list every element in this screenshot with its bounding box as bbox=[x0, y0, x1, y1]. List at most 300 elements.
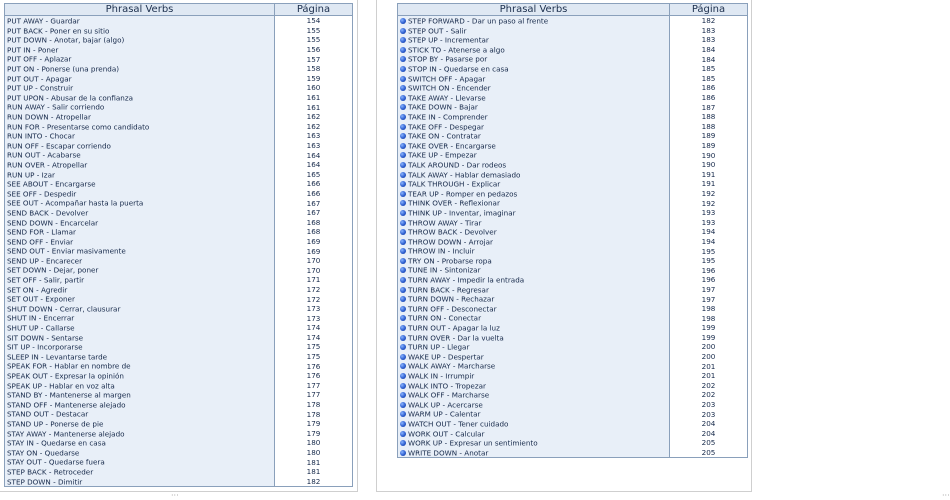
verb-text: STICK TO - Atenerse a algo bbox=[408, 45, 505, 55]
verb-text: SEND OUT - Enviar masivamente bbox=[7, 246, 126, 256]
verb-text: RUN OVER - Atropellar bbox=[7, 160, 88, 170]
page-number: 172 bbox=[275, 285, 353, 295]
page-number: 198 bbox=[670, 304, 748, 314]
bullet-icon bbox=[400, 267, 406, 273]
verb-cell bbox=[398, 35, 670, 45]
table-row bbox=[398, 390, 748, 400]
verb-text: RUN DOWN - Atropellar bbox=[7, 112, 91, 122]
table-row bbox=[398, 256, 748, 266]
verb-cell bbox=[398, 112, 670, 122]
verb-cell bbox=[398, 45, 670, 55]
verb-text: SEE OUT - Acompañar hasta la puerta bbox=[7, 198, 144, 208]
verb-cell bbox=[5, 429, 275, 439]
verb-cell bbox=[398, 227, 670, 237]
verb-cell bbox=[398, 313, 670, 323]
left-page bbox=[0, 0, 358, 500]
table-row bbox=[5, 35, 353, 45]
table-row bbox=[5, 83, 353, 93]
table-row bbox=[398, 189, 748, 199]
phrasal-verbs-table-left bbox=[4, 3, 353, 487]
page-number: 189 bbox=[670, 131, 748, 141]
page-number: 199 bbox=[670, 323, 748, 333]
table-row bbox=[398, 26, 748, 36]
bullet-icon bbox=[400, 421, 406, 427]
table-row bbox=[5, 26, 353, 36]
verb-cell bbox=[5, 448, 275, 458]
table-row bbox=[5, 381, 353, 391]
verb-cell bbox=[398, 419, 670, 429]
bullet-icon bbox=[400, 373, 406, 379]
bullet-icon bbox=[400, 287, 406, 293]
bullet-icon bbox=[400, 335, 406, 341]
table-row bbox=[5, 102, 353, 112]
page-number: 163 bbox=[275, 131, 353, 141]
bullet-icon bbox=[400, 344, 406, 350]
verb-text: TURN OFF - Desconectar bbox=[408, 304, 497, 314]
page-number: 193 bbox=[670, 208, 748, 218]
page-number: 170 bbox=[275, 265, 353, 275]
bullet-icon bbox=[400, 315, 406, 321]
table-row bbox=[5, 189, 353, 199]
verb-text: WORK UP - Expresar un sentimiento bbox=[408, 438, 538, 448]
verb-cell bbox=[5, 381, 275, 391]
table-row bbox=[5, 477, 353, 487]
page-number: 184 bbox=[670, 54, 748, 64]
table-row bbox=[398, 45, 748, 55]
verb-cell bbox=[398, 54, 670, 64]
table-row bbox=[5, 217, 353, 227]
verb-text: WAKE UP - Despertar bbox=[408, 352, 484, 362]
table-row bbox=[5, 333, 353, 343]
verb-cell bbox=[398, 371, 670, 381]
bullet-icon bbox=[400, 354, 406, 360]
verb-cell bbox=[5, 45, 275, 55]
verb-cell bbox=[398, 131, 670, 141]
verb-cell bbox=[5, 208, 275, 218]
verb-cell bbox=[398, 333, 670, 343]
bullet-icon bbox=[400, 76, 406, 82]
page-number: 155 bbox=[275, 26, 353, 36]
page-number: 204 bbox=[670, 429, 748, 439]
page-number: 156 bbox=[275, 45, 353, 55]
table-row bbox=[5, 54, 353, 64]
page-number: 171 bbox=[275, 275, 353, 285]
verb-text: SEND FOR - Llamar bbox=[7, 227, 77, 237]
verb-cell bbox=[5, 35, 275, 45]
verb-text: SIT DOWN - Sentarse bbox=[7, 333, 84, 343]
table-header-row bbox=[5, 4, 353, 16]
verb-cell bbox=[398, 409, 670, 419]
page-number: 174 bbox=[275, 323, 353, 333]
table-row bbox=[398, 438, 748, 448]
verb-text: SEND BACK - Devolver bbox=[7, 208, 89, 218]
verb-text: TAKE ON - Contratar bbox=[408, 131, 481, 141]
verb-cell bbox=[5, 83, 275, 93]
verb-text: TALK AROUND - Dar rodeos bbox=[408, 160, 507, 170]
verb-text: SET DOWN - Dejar, poner bbox=[7, 265, 99, 275]
bullet-icon bbox=[400, 114, 406, 120]
table-row bbox=[5, 313, 353, 323]
verb-cell bbox=[5, 198, 275, 208]
verb-cell bbox=[398, 208, 670, 218]
verb-cell bbox=[398, 141, 670, 151]
verb-text: SHUT IN - Encerrar bbox=[7, 313, 75, 323]
verb-text: SEE OFF - Despedir bbox=[7, 189, 77, 199]
verb-text: STAY AWAY - Mantenerse alejado bbox=[7, 429, 125, 439]
verb-text: TAKE DOWN - Bajar bbox=[408, 102, 478, 112]
page-number: 180 bbox=[275, 438, 353, 448]
verb-text: THROW BACK - Devolver bbox=[408, 227, 497, 237]
page-number: 181 bbox=[275, 457, 353, 467]
page-number: 192 bbox=[670, 198, 748, 208]
table-row bbox=[398, 35, 748, 45]
verb-text: RUN OUT - Acabarse bbox=[7, 150, 81, 160]
verb-cell bbox=[5, 477, 275, 487]
table-row bbox=[5, 294, 353, 304]
page-number: 204 bbox=[670, 419, 748, 429]
verb-cell bbox=[5, 131, 275, 141]
table-row bbox=[398, 237, 748, 247]
page-number: 202 bbox=[670, 390, 748, 400]
verb-cell bbox=[5, 54, 275, 64]
verb-text: TAKE OFF - Despegar bbox=[408, 122, 484, 132]
table-row bbox=[398, 448, 748, 458]
page-number: 195 bbox=[670, 246, 748, 256]
verb-text: TALK AWAY - Hablar demasiado bbox=[408, 170, 521, 180]
verb-text: SET OFF - Salir, partir bbox=[7, 275, 85, 285]
bullet-icon bbox=[400, 392, 406, 398]
verb-text: PUT BACK - Poner en su sitio bbox=[7, 26, 110, 36]
page-number: 191 bbox=[670, 170, 748, 180]
table-row bbox=[398, 93, 748, 103]
table-row bbox=[5, 122, 353, 132]
verb-text: THROW IN - Incluir bbox=[408, 246, 475, 256]
page-number: 179 bbox=[275, 429, 353, 439]
page-number: 186 bbox=[670, 83, 748, 93]
table-row bbox=[398, 141, 748, 151]
table-row bbox=[5, 438, 353, 448]
verb-text: TAKE AWAY - Llevarse bbox=[408, 93, 486, 103]
page-number: 172 bbox=[275, 294, 353, 304]
verb-cell bbox=[5, 217, 275, 227]
verb-cell bbox=[5, 438, 275, 448]
table-row bbox=[398, 342, 748, 352]
page-number: 168 bbox=[275, 227, 353, 237]
verb-cell bbox=[5, 150, 275, 160]
table-row bbox=[398, 102, 748, 112]
page-number: 178 bbox=[275, 409, 353, 419]
verb-cell bbox=[398, 93, 670, 103]
verb-cell bbox=[398, 26, 670, 36]
table-row bbox=[5, 227, 353, 237]
bullet-icon bbox=[400, 440, 406, 446]
verb-text: PUT UPON - Abusar de la confianza bbox=[7, 93, 134, 103]
table-row bbox=[398, 83, 748, 93]
verb-cell bbox=[398, 83, 670, 93]
table-row bbox=[398, 265, 748, 275]
page-number: 189 bbox=[670, 141, 748, 151]
table-row bbox=[5, 448, 353, 458]
bullet-icon bbox=[400, 363, 406, 369]
verb-cell bbox=[398, 246, 670, 256]
page-number: 205 bbox=[670, 438, 748, 448]
verb-text: RUN UP - Izar bbox=[7, 170, 55, 180]
verb-cell bbox=[398, 16, 670, 26]
table-row bbox=[5, 45, 353, 55]
table-row bbox=[398, 294, 748, 304]
verb-cell bbox=[5, 64, 275, 74]
verb-cell bbox=[5, 26, 275, 36]
verb-cell bbox=[5, 285, 275, 295]
page-number: 162 bbox=[275, 112, 353, 122]
table-row bbox=[5, 390, 353, 400]
bullet-icon bbox=[400, 104, 406, 110]
table-row bbox=[398, 285, 748, 295]
page-number: 173 bbox=[275, 313, 353, 323]
bullet-icon bbox=[400, 191, 406, 197]
verb-text: SHUT UP - Callarse bbox=[7, 323, 75, 333]
verb-cell bbox=[398, 160, 670, 170]
table-row bbox=[398, 429, 748, 439]
table-row bbox=[5, 198, 353, 208]
header-page: Página bbox=[670, 4, 748, 16]
verb-cell bbox=[5, 371, 275, 381]
verb-cell bbox=[5, 93, 275, 103]
table-row bbox=[5, 361, 353, 371]
verb-text: TURN DOWN - Rechazar bbox=[408, 294, 495, 304]
page-number: 160 bbox=[275, 83, 353, 93]
page-number: 179 bbox=[275, 419, 353, 429]
verb-text: STAY OUT - Quedarse fuera bbox=[7, 457, 105, 467]
page-number: 175 bbox=[275, 342, 353, 352]
verb-cell bbox=[5, 227, 275, 237]
page-number: 203 bbox=[670, 409, 748, 419]
verb-text: WALK IN - Irrumpir bbox=[408, 371, 475, 381]
bullet-icon bbox=[400, 258, 406, 264]
verb-text: PUT AWAY - Guardar bbox=[7, 16, 80, 26]
verb-text: SLEEP IN - Levantarse tarde bbox=[7, 352, 108, 362]
verb-cell bbox=[5, 419, 275, 429]
verb-cell bbox=[5, 313, 275, 323]
table-row bbox=[398, 74, 748, 84]
verb-text: PUT UP - Construir bbox=[7, 83, 74, 93]
page-number: 197 bbox=[670, 285, 748, 295]
verb-text: STOP IN - Quedarse en casa bbox=[408, 64, 509, 74]
verb-cell bbox=[5, 160, 275, 170]
verb-cell bbox=[5, 323, 275, 333]
verb-text: PUT ON - Ponerse (una prenda) bbox=[7, 64, 120, 74]
table-row bbox=[398, 64, 748, 74]
verb-text: TAKE IN - Comprender bbox=[408, 112, 488, 122]
page-number: 176 bbox=[275, 371, 353, 381]
page-number: 196 bbox=[670, 265, 748, 275]
table-row bbox=[5, 352, 353, 362]
page-number: 186 bbox=[670, 93, 748, 103]
page-number: 167 bbox=[275, 208, 353, 218]
bullet-icon bbox=[400, 124, 406, 130]
verb-cell bbox=[398, 64, 670, 74]
verb-cell bbox=[398, 256, 670, 266]
verb-cell bbox=[5, 390, 275, 400]
verb-cell bbox=[398, 179, 670, 189]
verb-cell bbox=[398, 361, 670, 371]
page-number: 197 bbox=[670, 294, 748, 304]
page-number: 194 bbox=[670, 227, 748, 237]
table-row bbox=[398, 227, 748, 237]
verb-text: SPEAK UP - Hablar en voz alta bbox=[7, 381, 115, 391]
table-row bbox=[398, 170, 748, 180]
verb-text: TURN OUT - Apagar la luz bbox=[408, 323, 500, 333]
table-row bbox=[398, 304, 748, 314]
verb-cell bbox=[5, 352, 275, 362]
verb-cell bbox=[398, 265, 670, 275]
table-row bbox=[5, 131, 353, 141]
table-row bbox=[398, 122, 748, 132]
verb-cell bbox=[398, 323, 670, 333]
phrasal-verbs-table-right bbox=[397, 3, 748, 458]
verb-text: SEND DOWN - Encarcelar bbox=[7, 218, 99, 228]
verb-text: THINK UP - Inventar, imaginar bbox=[408, 208, 516, 218]
table-row bbox=[5, 160, 353, 170]
table-row bbox=[5, 371, 353, 381]
table-row bbox=[5, 112, 353, 122]
bullet-icon bbox=[400, 47, 406, 53]
bullet-icon bbox=[400, 18, 406, 24]
verb-text: STAY ON - Quedarse bbox=[7, 448, 80, 458]
verb-cell bbox=[398, 102, 670, 112]
table-row bbox=[5, 323, 353, 333]
bullet-icon bbox=[400, 306, 406, 312]
table-row bbox=[398, 409, 748, 419]
verb-cell bbox=[398, 189, 670, 199]
header-page: Página bbox=[275, 4, 353, 16]
table-row bbox=[5, 400, 353, 410]
table-row bbox=[398, 381, 748, 391]
bullet-icon bbox=[400, 95, 406, 101]
verb-text: TALK THROUGH - Explicar bbox=[408, 179, 501, 189]
verb-text: TAKE UP - Empezar bbox=[408, 150, 477, 160]
table-row bbox=[398, 198, 748, 208]
table-row bbox=[398, 313, 748, 323]
verb-cell bbox=[5, 342, 275, 352]
verb-cell bbox=[5, 170, 275, 180]
table-row bbox=[398, 419, 748, 429]
bullet-icon bbox=[400, 37, 406, 43]
table-header-row bbox=[398, 4, 748, 16]
verb-text: SEND OFF - Enviar bbox=[7, 237, 74, 247]
verb-cell bbox=[398, 150, 670, 160]
page-number: 190 bbox=[670, 160, 748, 170]
bullet-icon bbox=[400, 229, 406, 235]
page-number: 188 bbox=[670, 122, 748, 132]
page-number: 169 bbox=[275, 246, 353, 256]
verb-cell bbox=[398, 170, 670, 180]
page-number: 157 bbox=[275, 54, 353, 64]
verb-cell bbox=[398, 390, 670, 400]
verb-text: TEAR UP - Romper en pedazos bbox=[408, 189, 518, 199]
page-number: 155 bbox=[275, 35, 353, 45]
page-number: 196 bbox=[670, 275, 748, 285]
verb-cell bbox=[5, 102, 275, 112]
page-number: 181 bbox=[275, 467, 353, 477]
page-number: 185 bbox=[670, 74, 748, 84]
page-number: 163 bbox=[275, 141, 353, 151]
page-number: 166 bbox=[275, 189, 353, 199]
table-row bbox=[5, 150, 353, 160]
page-number: 175 bbox=[275, 352, 353, 362]
verb-cell bbox=[398, 198, 670, 208]
page-number: 158 bbox=[275, 64, 353, 74]
bullet-icon bbox=[400, 85, 406, 91]
bullet-icon bbox=[400, 277, 406, 283]
verb-cell bbox=[5, 467, 275, 477]
page-number: 177 bbox=[275, 381, 353, 391]
verb-cell bbox=[5, 141, 275, 151]
table-row bbox=[5, 342, 353, 352]
page-number: 183 bbox=[670, 26, 748, 36]
page-number: 201 bbox=[670, 361, 748, 371]
verb-text: WALK INTO - Tropezar bbox=[408, 381, 486, 391]
verb-text: STAND UP - Ponerse de pie bbox=[7, 419, 104, 429]
verb-text: SEE ABOUT - Encargarse bbox=[7, 179, 96, 189]
verb-text: SIT UP - Incorporarse bbox=[7, 342, 83, 352]
verb-text: THROW AWAY - Tirar bbox=[408, 218, 482, 228]
page-number: 178 bbox=[275, 400, 353, 410]
verb-text: TURN ON - Conectar bbox=[408, 313, 482, 323]
page-number: 180 bbox=[275, 448, 353, 458]
table-row bbox=[398, 275, 748, 285]
page-number: 200 bbox=[670, 352, 748, 362]
verb-text: STEP DOWN - Dimitir bbox=[7, 477, 83, 487]
table-row bbox=[398, 150, 748, 160]
page-number: 162 bbox=[275, 122, 353, 132]
verb-text: PUT OUT - Apagar bbox=[7, 74, 72, 84]
verb-text: STEP OUT - Salir bbox=[408, 26, 467, 36]
verb-text: STAND BY - Mantenerse al margen bbox=[7, 390, 131, 400]
verb-text: WALK AWAY - Marcharse bbox=[408, 361, 496, 371]
page-number: 168 bbox=[275, 217, 353, 227]
verb-cell bbox=[5, 265, 275, 275]
verb-cell bbox=[398, 122, 670, 132]
table-row bbox=[398, 112, 748, 122]
verb-cell bbox=[398, 294, 670, 304]
table-row bbox=[398, 400, 748, 410]
verb-cell bbox=[5, 179, 275, 189]
header-phrasal-verbs: Phrasal Verbs bbox=[398, 4, 670, 16]
page-number: 164 bbox=[275, 160, 353, 170]
verb-text: SPEAK OUT - Expresar la opinión bbox=[7, 371, 124, 381]
page-number: 187 bbox=[670, 102, 748, 112]
bullet-icon bbox=[400, 450, 406, 456]
verb-text: WATCH OUT - Tener cuidado bbox=[408, 419, 509, 429]
verb-cell bbox=[398, 237, 670, 247]
table-row bbox=[5, 419, 353, 429]
bullet-icon bbox=[400, 28, 406, 34]
verb-text: SWITCH ON - Encender bbox=[408, 83, 491, 93]
page-number: 176 bbox=[275, 361, 353, 371]
verb-text: PUT IN - Poner bbox=[7, 45, 59, 55]
bullet-icon bbox=[400, 239, 406, 245]
verb-text: SPEAK FOR - Hablar en nombre de bbox=[7, 361, 131, 371]
table-row bbox=[398, 160, 748, 170]
page-number: 194 bbox=[670, 237, 748, 247]
verb-text: TURN BACK - Regresar bbox=[408, 285, 489, 295]
table-row bbox=[5, 208, 353, 218]
verb-cell bbox=[5, 189, 275, 199]
table-row bbox=[398, 323, 748, 333]
verb-cell bbox=[5, 246, 275, 256]
page-number: 185 bbox=[670, 64, 748, 74]
